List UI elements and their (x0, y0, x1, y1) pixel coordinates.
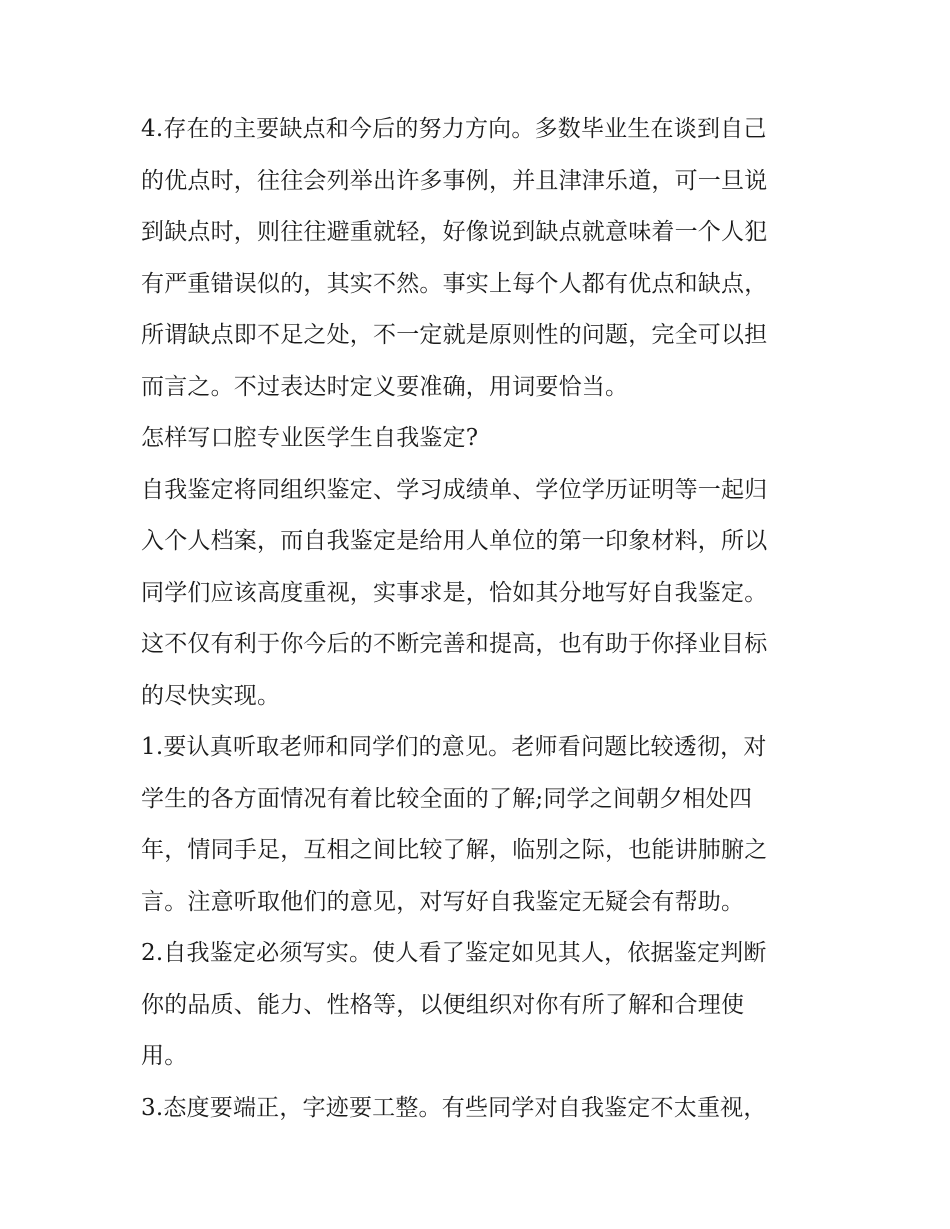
text-line: 同学们应该高度重视，实事求是，恰如其分地写好自我鉴定。 (141, 579, 768, 606)
text-line: 所谓缺点即不足之处，不一定就是原则性的问题，完全可以担 (141, 322, 768, 348)
text-line: 你的品质、能力、性格等，以便组织对你有所了解和合理使 (141, 991, 745, 1018)
text-line: 入个人档案，而自我鉴定是给用人单位的第一印象材料，所以 (141, 528, 768, 554)
text-line: 言。注意听取他们的意见，对写好自我鉴定无疑会有帮助。 (141, 888, 745, 915)
text-line: 的尽快实现。 (141, 682, 281, 709)
text-line: 到缺点时，则往往避重就轻，好像说到缺点就意味着一个人犯 (141, 219, 768, 245)
text-line: 4.存在的主要缺点和今后的努力方向。多数毕业生在谈到自己 (141, 116, 767, 142)
text-line: 2.自我鉴定必须写实。使人看了鉴定如见其人，依据鉴定判断 (141, 940, 767, 966)
text-line: 用。 (141, 1043, 188, 1069)
text-line: 学生的各方面情况有着比较全面的了解;同学之间朝夕相处四 (141, 785, 753, 812)
text-line: 自我鉴定将同组织鉴定、学习成绩单、学位学历证明等一起归 (141, 476, 768, 503)
text-line: 有严重错误似的，其实不然。事实上每个人都有优点和缺点， (141, 270, 768, 297)
text-line: 1.要认真听取老师和同学们的意见。老师看问题比较透彻，对 (141, 734, 767, 760)
text-line: 3.态度要端正，字迹要工整。有些同学对自我鉴定不太重视， (141, 1094, 767, 1121)
text-line: 而言之。不过表达时定义要准确，用词要恰当。 (141, 373, 629, 400)
section-heading: 怎样写口腔专业医学生自我鉴定? (141, 425, 479, 451)
text-line: 的优点时，往往会列举出许多事例，并且津津乐道，可一旦说 (141, 167, 768, 194)
document-body (141, 104, 821, 1134)
text-line: 这不仅有利于你今后的不断完善和提高，也有助于你择业目标 (141, 631, 768, 657)
text-line: 年，情同手足，互相之间比较了解，临别之际，也能讲肺腑之 (141, 837, 768, 863)
